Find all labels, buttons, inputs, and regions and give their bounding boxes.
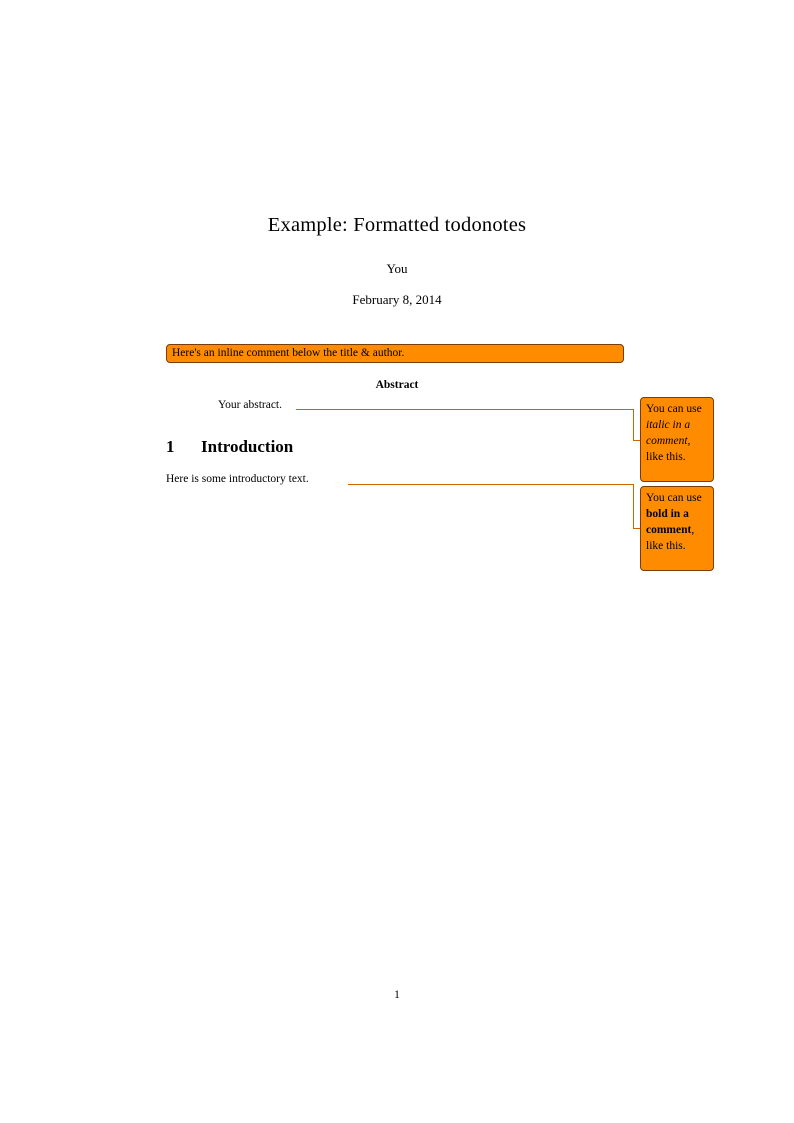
margin-note-1-lead: You can use: [646, 403, 702, 415]
section-heading: [166, 437, 293, 457]
margin-note-1-tail: , like this.: [646, 435, 691, 463]
section-number: 1: [166, 437, 175, 456]
inline-todo-note-text: Here's an inline comment below the title & author.: [172, 347, 405, 359]
margin-todo-note-bold[interactable]: [640, 486, 714, 571]
margin-note-2-tail: , like this.: [646, 524, 695, 552]
inline-todo-note[interactable]: [166, 344, 624, 363]
margin-note-2-emphasis: bold in a comment: [646, 508, 692, 536]
leader-line-note-2-horizontal: [348, 484, 633, 485]
page-number: 1: [394, 989, 400, 1001]
document-title: Example: Formatted todonotes: [267, 214, 527, 236]
abstract-body: Your abstract.: [218, 399, 282, 411]
abstract-heading: Abstract: [375, 379, 419, 391]
margin-note-1-emphasis: italic in a comment: [646, 419, 691, 447]
section-body-text: Here is some introductory text.: [166, 473, 309, 485]
margin-todo-note-italic[interactable]: [640, 397, 714, 482]
leader-line-note-2-vertical: [633, 484, 634, 528]
leader-line-note-1-vertical: [633, 409, 634, 440]
section-title: Introduction: [201, 437, 294, 456]
margin-note-2-lead: You can use: [646, 492, 702, 504]
document-author: You: [386, 261, 408, 276]
leader-line-note-1-horizontal: [296, 409, 633, 410]
document-date: February 8, 2014: [352, 292, 442, 307]
